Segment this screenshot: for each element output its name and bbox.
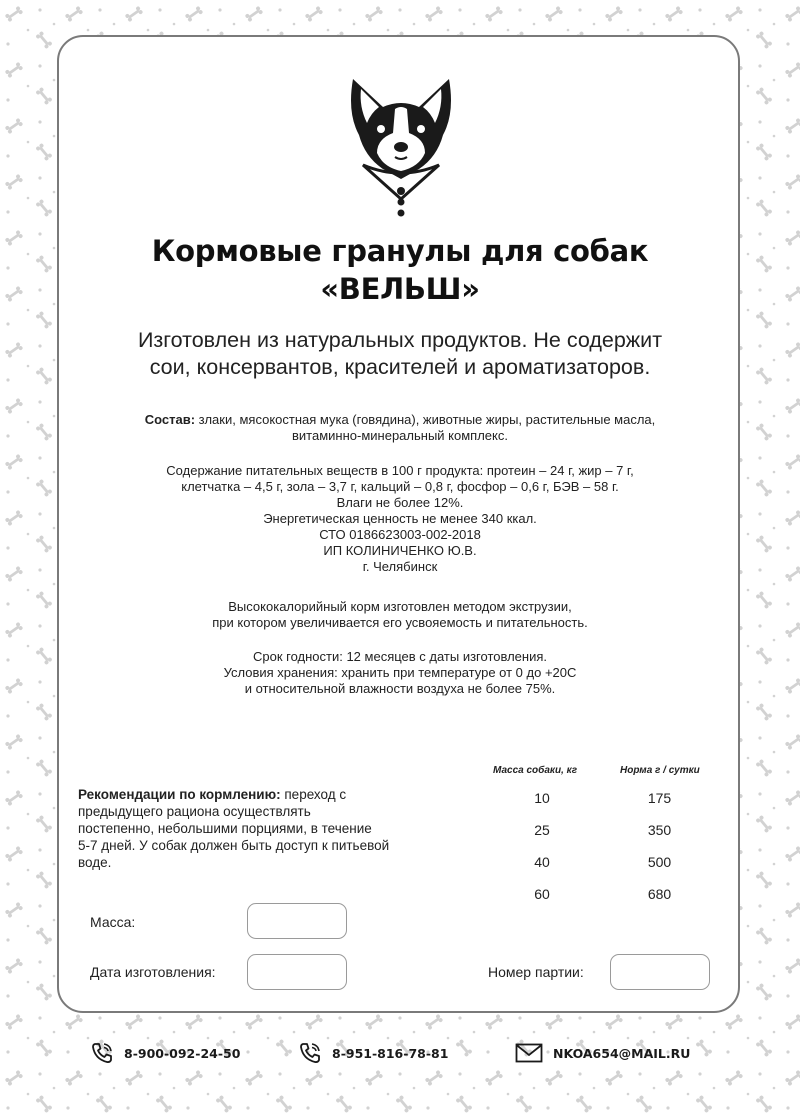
storage-line: Условия хранения: хранить при температуре от 0 до +20С: [223, 665, 577, 680]
table-header-norm: Норма г / сутки: [620, 765, 700, 776]
table-row: [487, 822, 727, 842]
title-line-2: «ВЕЛЬШ»: [320, 272, 480, 306]
composition-block: [60, 412, 740, 444]
table-row: [487, 790, 727, 810]
nutrition-line: Содержание питательных веществ в 100 г продукта: протеин – 24 г, жир – 7 г,: [166, 463, 634, 478]
feeding-text-5: воде.: [78, 855, 112, 870]
feeding-text-4: 5-7 дней. У собак должен быть доступ к питьевой: [78, 838, 390, 853]
phone-number-1[interactable]: 8-900-092-24-50: [124, 1045, 241, 1061]
storage-line: и относительной влажности воздуха не более 75%.: [244, 681, 556, 696]
production-line: при котором увеличивается его усвояемость и питательность.: [212, 615, 588, 630]
nutrition-line: Энергетическая ценность не менее 340 ккал.: [263, 511, 537, 526]
table-row: [487, 854, 727, 874]
table-row: [487, 886, 727, 906]
table-cell-norm: 350: [647, 822, 672, 838]
batch-number-field[interactable]: [610, 954, 710, 990]
production-line: Высококалорийный корм изготовлен методом экструзии,: [228, 599, 572, 614]
feeding-text-1: переход с: [280, 787, 347, 802]
email-address[interactable]: NKOA654@MAIL.RU: [553, 1045, 691, 1061]
table-cell-mass: 25: [534, 822, 550, 838]
composition-label: Состав:: [144, 412, 196, 427]
phone-icon: [298, 1041, 322, 1065]
subtitle-line-2: сои, консервантов, красителей и ароматизаторов.: [149, 355, 651, 379]
feeding-text-2: предыдущего рациона осуществлять: [78, 804, 311, 819]
title-line-1: Кормовые гранулы для собак: [151, 234, 649, 268]
feeding-text-3: постепенно, небольшими порциями, в течение: [78, 821, 372, 836]
contact-phone-1: [90, 1040, 240, 1066]
table-cell-mass: 10: [534, 790, 550, 806]
manufacture-date-field[interactable]: [247, 954, 347, 990]
envelope-icon: [515, 1042, 543, 1064]
storage-line: Срок годности: 12 месяцев с даты изготовления.: [252, 649, 548, 664]
mass-label: Масса:: [90, 914, 136, 930]
contact-email: [515, 1040, 690, 1066]
contact-phone-2: [298, 1040, 448, 1066]
batch-number-label: Номер партии:: [488, 964, 584, 980]
mass-field[interactable]: [247, 903, 347, 939]
nutrition-block: [60, 463, 740, 575]
product-title: [60, 232, 740, 308]
corgi-logo-icon: [345, 73, 457, 223]
table-header-mass: Масса собаки, кг: [493, 765, 578, 776]
nutrition-line: ИП КОЛИНИЧЕНКО Ю.В.: [323, 543, 477, 558]
nutrition-line: Влаги не более 12%.: [336, 495, 464, 510]
table-cell-norm: 680: [647, 886, 672, 902]
phone-icon: [90, 1041, 114, 1065]
composition-text-2: витаминно-минеральный комплекс.: [292, 428, 508, 443]
nutrition-line: клетчатка – 4,5 г, зола – 3,7 г, кальций – 0,8 г, фосфор – 0,6 г, БЭВ – 58 г.: [181, 479, 619, 494]
table-cell-mass: 60: [534, 886, 550, 902]
nutrition-line: г. Челябинск: [362, 559, 438, 574]
table-cell-norm: 500: [647, 854, 672, 870]
subtitle-line-1: Изготовлен из натуральных продуктов. Не содержит: [137, 328, 663, 352]
product-subtitle: [60, 327, 740, 381]
manufacture-date-label: Дата изготовления:: [90, 964, 216, 980]
composition-text-1: злаки, мясокостная мука (говядина), животные жиры, растительные масла,: [195, 412, 656, 427]
feeding-label: Рекомендации по кормлению:: [78, 787, 281, 802]
feeding-recommendations: [78, 786, 463, 871]
table-cell-mass: 40: [534, 854, 550, 870]
phone-number-2[interactable]: 8-951-816-78-81: [332, 1045, 449, 1061]
production-block: [60, 599, 740, 631]
table-cell-norm: 175: [647, 790, 672, 806]
storage-block: [60, 649, 740, 697]
nutrition-line: СТО 0186623003-002-2018: [319, 527, 481, 542]
